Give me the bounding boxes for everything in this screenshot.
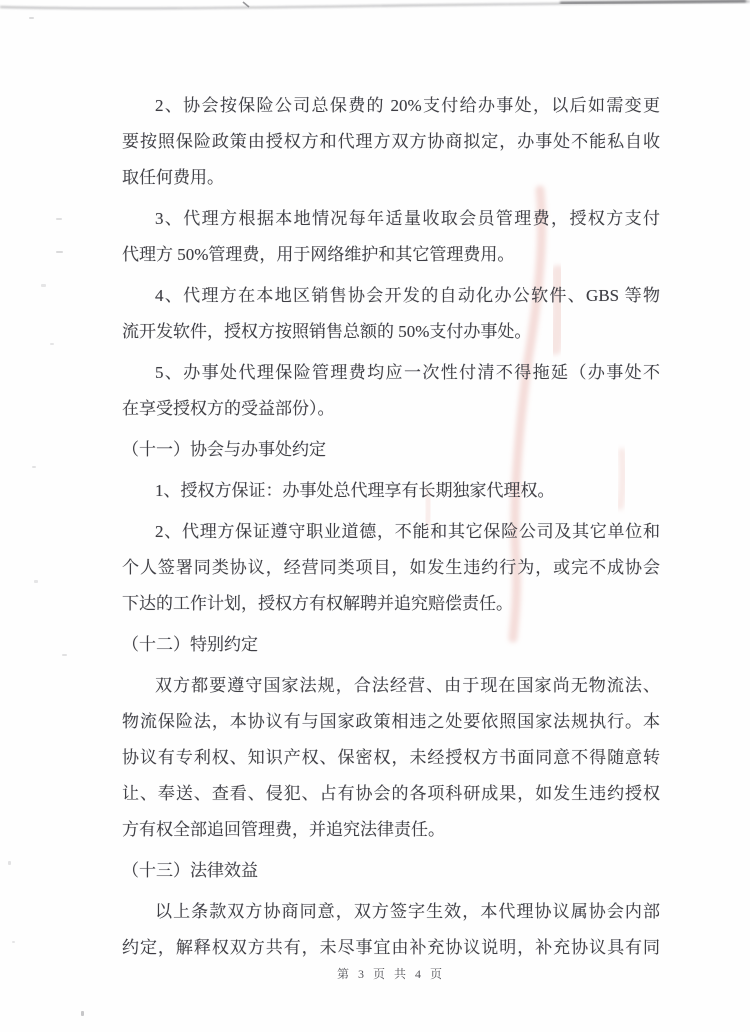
heading-line: （十三）法律效益 — [122, 861, 258, 880]
section-heading — [122, 627, 660, 663]
section-heading — [122, 853, 660, 889]
text-line: 4、代理方在本地区销售协会开发的自动化办公软件、GBS 等物 — [155, 286, 660, 305]
paragraph — [122, 894, 660, 966]
paragraph — [122, 355, 660, 427]
text-line: 在享受授权方的受益部份）。 — [122, 399, 335, 418]
text-line: 流开发软件，授权方按照销售总额的 50%支付办事处。 — [122, 322, 532, 341]
scan-speck — [12, 941, 15, 943]
paragraph — [122, 201, 660, 273]
text-line: 1、授权方保证：办事处总代理享有长期独家代理权。 — [155, 481, 555, 500]
text-line: 2、代理方保证遵守职业道德，不能和其它保险公司及其它单位和 — [155, 522, 660, 541]
page-number-footer: 第 3 页 共 4 页 — [336, 967, 445, 981]
paragraph — [122, 514, 660, 622]
scan-speck — [34, 580, 38, 583]
scan-speck — [8, 861, 11, 865]
text-line: 物流保险法，本协议有与国家政策相违之处要依照国家法规执行。本 — [122, 712, 660, 731]
text-line: 协议有专利权、知识产权、保密权，未经授权方书面同意不得随意转 — [122, 748, 660, 767]
scan-edge-line — [0, 1, 750, 8]
text-line: 让、奉送、查看、侵犯、占有协会的各项科研成果，如发生违约授权 — [122, 784, 660, 803]
document-body — [122, 88, 660, 971]
paragraph — [122, 278, 660, 350]
paragraph — [122, 473, 660, 509]
text-line: 3、代理方根据本地情况每年适量收取会员管理费，授权方支付 — [155, 209, 660, 228]
text-line: 个人签署同类协议，经营同类项目，如发生违约行为，或完不成协会 — [122, 558, 660, 577]
text-line: 约定，解释权双方共有，未尽事宜由补充协议说明，补充协议具有同 — [122, 938, 660, 957]
text-line: 2、协会按保险公司总保费的 20%支付给办事处，以后如需变更 — [155, 96, 660, 115]
heading-line: （十二）特别约定 — [122, 635, 258, 654]
text-line: 以上条款双方协商同意，双方签字生效，本代理协议属协会内部 — [155, 902, 660, 921]
scan-speck — [41, 284, 46, 287]
text-line: 要按照保险政策由授权方和代理方双方协商拟定，办事处不能私自收 — [122, 132, 660, 151]
text-line: 取任何费用。 — [122, 168, 224, 187]
scan-speck — [29, 17, 34, 19]
text-line: 方有权全部追回管理费，并追究法律责任。 — [122, 820, 445, 839]
paragraph — [122, 668, 660, 848]
scan-speck — [32, 466, 36, 468]
text-line: 双方都要遵守国家法规，合法经营、由于现在国家尚无物流法、 — [155, 676, 660, 695]
text-line: 下达的工作计划，授权方有权解聘并追究赔偿责任。 — [122, 594, 513, 613]
scan-speck — [81, 1011, 84, 1016]
heading-line: （十一）协会与办事处约定 — [122, 440, 326, 459]
paragraph — [122, 88, 660, 196]
text-line: 5、办事处代理保险管理费均应一次性付清不得拖延（办事处不 — [155, 363, 660, 382]
scan-speck — [62, 654, 67, 656]
section-heading — [122, 432, 660, 468]
scan-speck — [56, 251, 63, 253]
scan-speck — [56, 218, 62, 220]
scan-speck — [50, 343, 54, 345]
text-line: 代理方 50%管理费，用于网络维护和其它管理费用。 — [122, 245, 515, 264]
